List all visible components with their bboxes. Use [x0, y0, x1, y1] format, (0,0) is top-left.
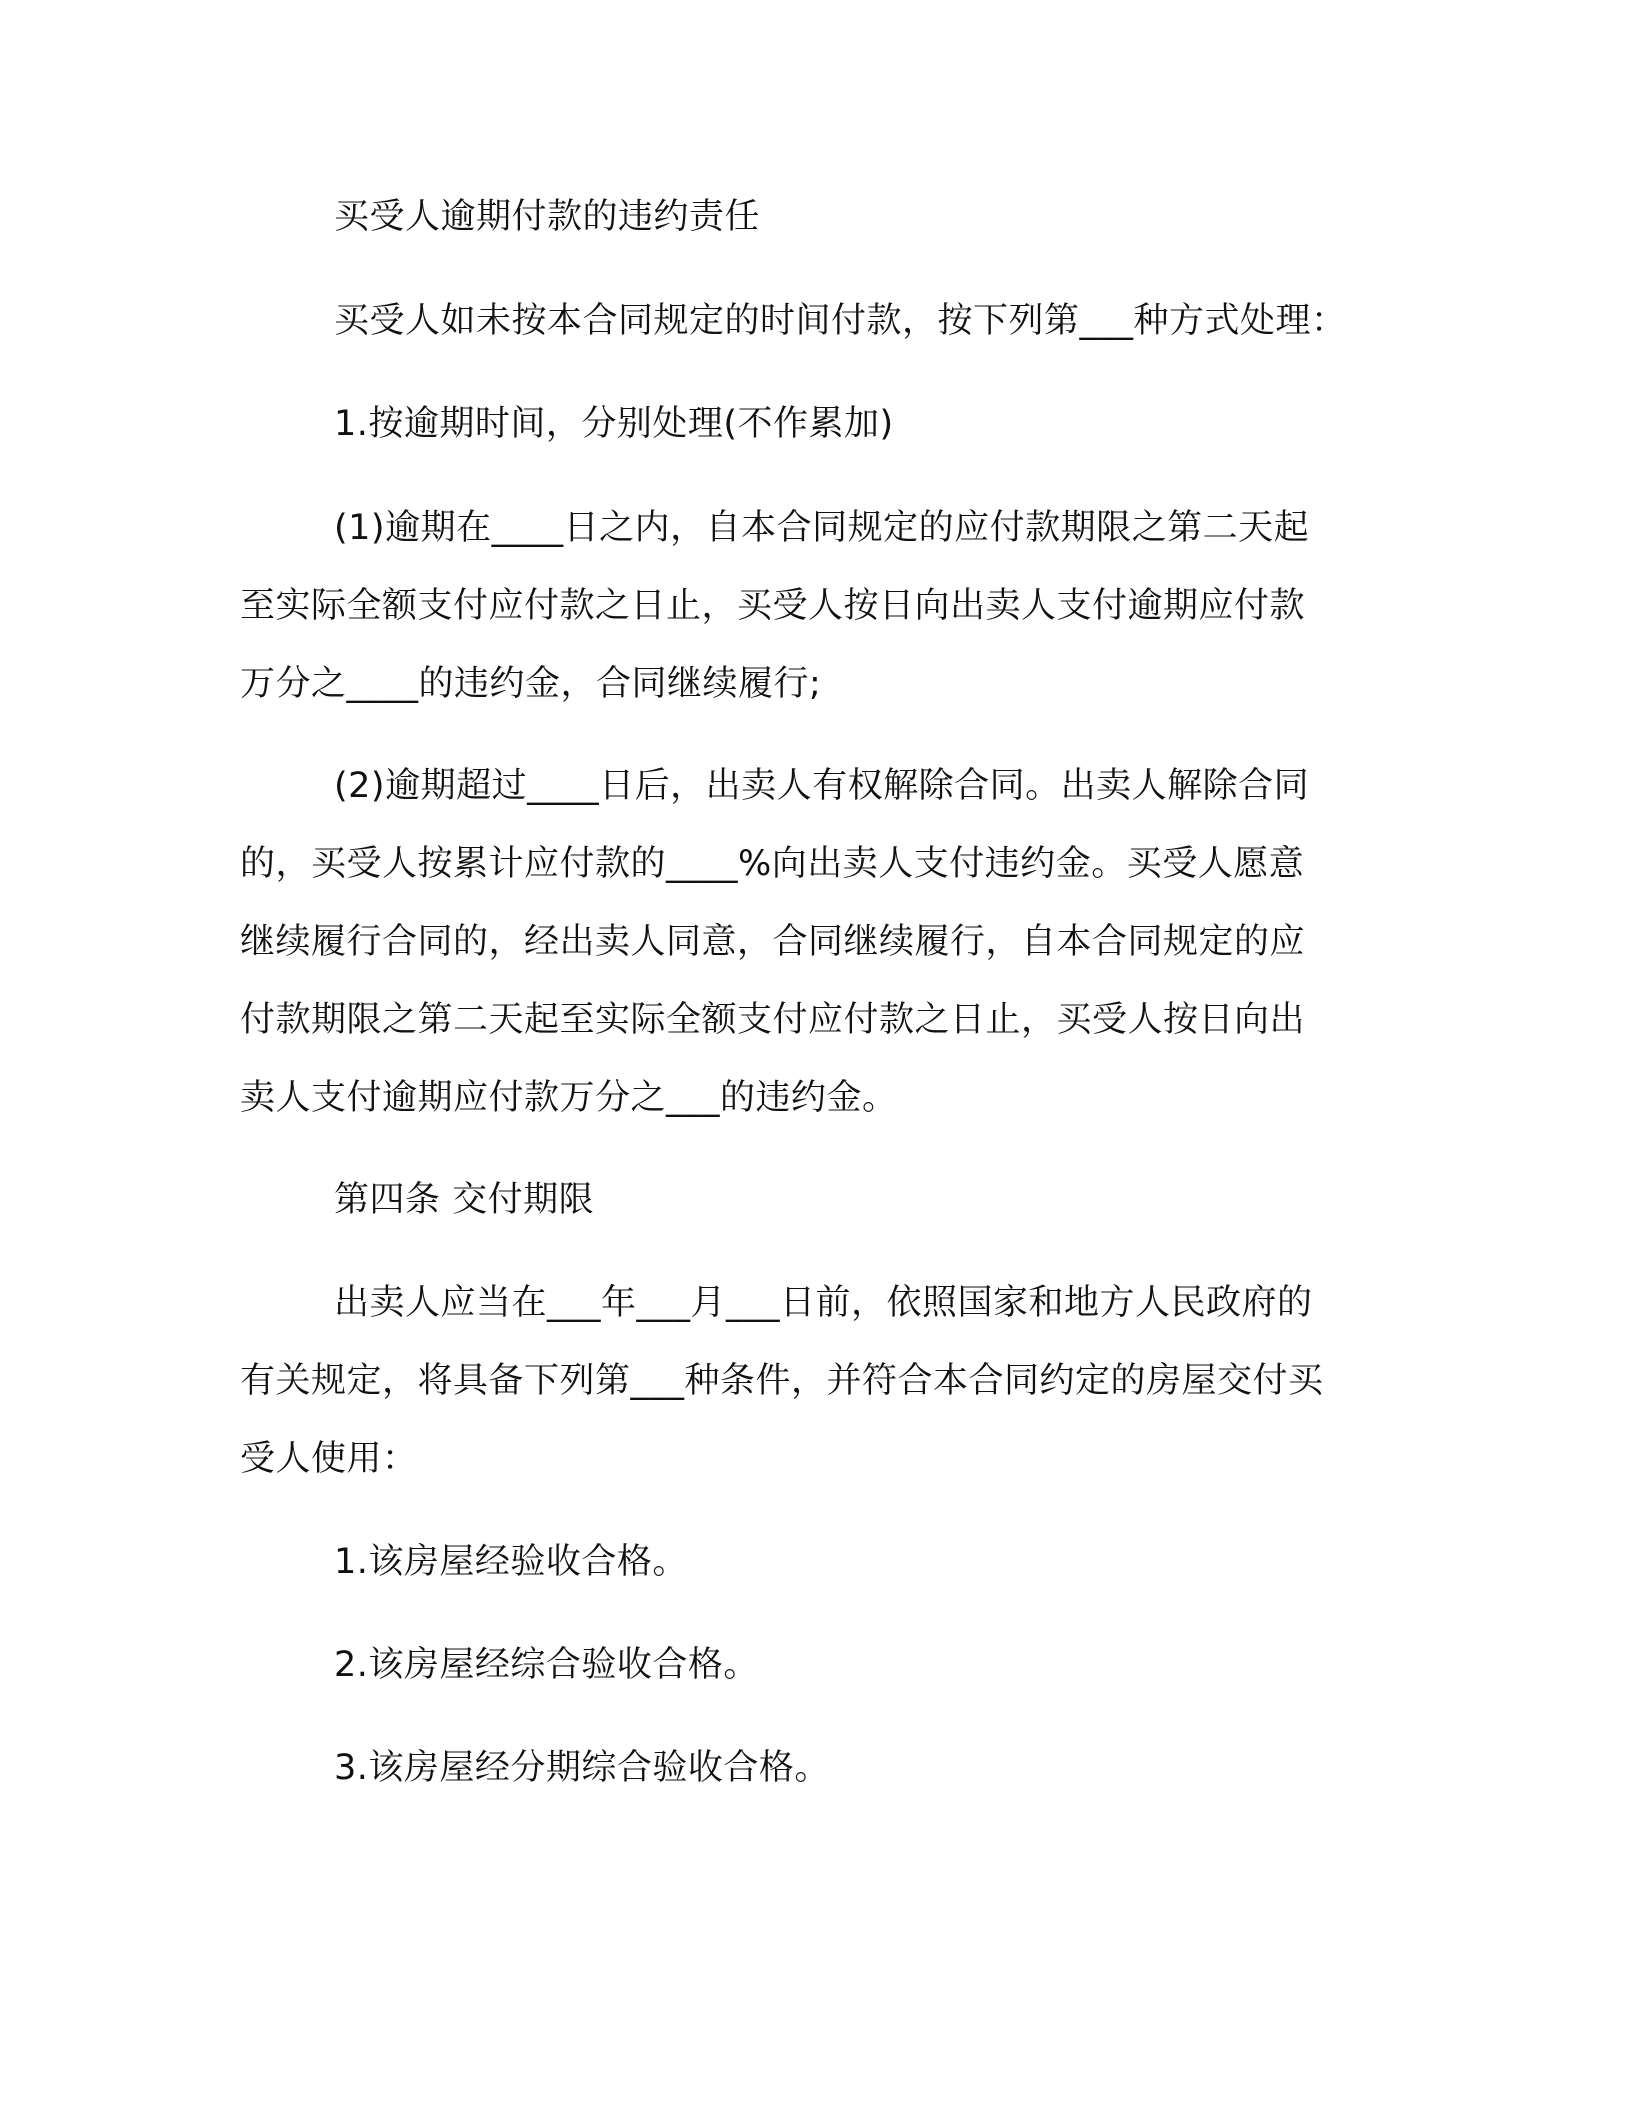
text-line: 1.按逾期时间，分别处理(不作累加) — [334, 404, 894, 444]
text-line: 付款期限之第二天起至实际全额支付应付款之日止，买受人按日向出 — [240, 1000, 1306, 1040]
text-line: 3.该房屋经分期综合验收合格。 — [334, 1748, 830, 1788]
article-heading-delivery-deadline — [240, 1161, 1400, 1239]
text-line: 2.该房屋经综合验收合格。 — [334, 1645, 759, 1685]
text-line: 买受人逾期付款的违约责任 — [334, 197, 761, 237]
list-item-condition-2 — [240, 1626, 1400, 1704]
paragraph-delivery-terms — [240, 1264, 1400, 1498]
text-line: 买受人如未按本合同规定的时间付款，按下列第___种方式处理： — [334, 301, 1347, 341]
text-line: 万分之____的违约金，合同继续履行; — [240, 664, 822, 704]
text-line: 第四条 交付期限 — [334, 1180, 595, 1220]
text-line: 1.该房屋经验收合格。 — [334, 1542, 688, 1582]
text-line: 受人使用： — [240, 1439, 418, 1479]
text-line: (1)逾期在____日之内，自本合同规定的应付款期限之第二天起 — [334, 508, 1310, 548]
text-line: 有关规定，将具备下列第___种条件，并符合本合同约定的房屋交付买 — [240, 1361, 1324, 1401]
text-line: 出卖人应当在___年___月___日前，依照国家和地方人民政府的 — [334, 1283, 1313, 1323]
paragraph-payment-method — [240, 282, 1400, 360]
text-line: 至实际全额支付应付款之日止，买受人按日向出卖人支付逾期应付款 — [240, 586, 1306, 626]
text-line: 卖人支付逾期应付款万分之___的违约金。 — [240, 1078, 898, 1118]
text-line: (2)逾期超过____日后，出卖人有权解除合同。出卖人解除合同 — [334, 766, 1310, 806]
text-line: 的，买受人按累计应付款的____%向出卖人支付违约金。买受人愿意 — [240, 844, 1305, 884]
paragraph-clause-1 — [240, 489, 1400, 723]
text-line: 继续履行合同的，经出卖人同意，合同继续履行，自本合同规定的应 — [240, 922, 1306, 962]
list-item-condition-1 — [240, 1523, 1400, 1601]
list-item-overdue-handling — [240, 385, 1400, 463]
list-item-condition-3 — [240, 1729, 1400, 1807]
paragraph-clause-2 — [240, 747, 1400, 1137]
section-heading-late-payment — [240, 178, 1400, 256]
